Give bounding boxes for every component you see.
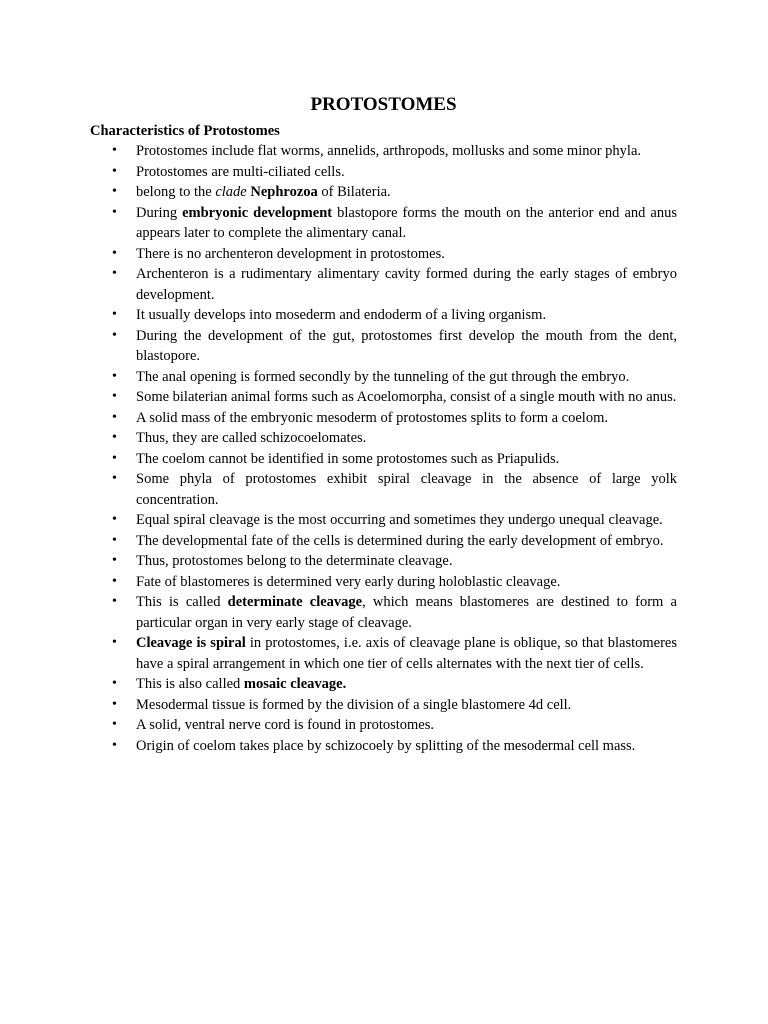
- bullet-icon: •: [112, 245, 117, 261]
- characteristics-list: [90, 141, 677, 756]
- list-item-text: The anal opening is formed secondly by the tunneling of the gut through the embryo.: [136, 368, 630, 385]
- bullet-icon: •: [112, 409, 117, 425]
- bullet-icon: •: [112, 471, 117, 486]
- list-item-text: The developmental fate of the cells is determined during the early development of embryo.: [136, 532, 664, 549]
- bullet-icon: •: [112, 163, 117, 179]
- list-item: [90, 531, 677, 552]
- list-item-text: It usually develops into mosederm and endoderm of a living organism.: [136, 307, 547, 323]
- bullet-icon: •: [112, 635, 117, 650]
- section-heading: Characteristics of Protostomes: [90, 123, 280, 139]
- document-page: [90, 93, 677, 756]
- list-item: [90, 244, 677, 265]
- list-item: [90, 592, 677, 633]
- list-item-text: Mesodermal tissue is formed by the division of a single blastomere 4d cell.: [136, 696, 572, 713]
- list-item-text: There is no archenteron development in protostomes.: [136, 245, 445, 262]
- list-item-text: Thus, they are called schizocoelomates.: [136, 430, 367, 446]
- bullet-icon: •: [112, 573, 117, 589]
- list-item-text: This is called: [136, 594, 228, 610]
- list-item-text: Origin of coelom takes place by schizocoely by splitting of the mesodermal cell mass.: [136, 737, 636, 754]
- bullet-icon: •: [112, 184, 117, 199]
- list-item: [90, 428, 677, 449]
- bold-text: Nephrozoa: [250, 184, 318, 200]
- list-item: [90, 182, 677, 203]
- list-item-text: Some bilaterian animal forms such as Acoelomorpha, consist of a single mouth with no anus.: [136, 389, 677, 405]
- list-item-text: Protostomes include flat worms, annelids, arthropods, mollusks and some minor phyla.: [136, 143, 642, 159]
- list-item-text: belong to the: [136, 184, 216, 200]
- bullet-icon: •: [112, 266, 117, 281]
- bullet-icon: •: [112, 327, 117, 343]
- list-item: [90, 469, 677, 510]
- bold-text: determinate cleavage: [227, 594, 363, 610]
- list-item: [90, 264, 677, 305]
- list-item: [90, 141, 677, 162]
- list-item: [90, 674, 677, 695]
- list-item: [90, 305, 677, 326]
- bullet-icon: •: [112, 307, 117, 322]
- list-item: [90, 510, 677, 531]
- bullet-icon: •: [112, 717, 117, 732]
- list-item-text: During: [136, 204, 183, 221]
- list-item: [90, 695, 677, 716]
- bullet-icon: •: [112, 594, 117, 609]
- bold-text: mosaic cleavage.: [243, 676, 347, 692]
- bullet-icon: •: [112, 143, 117, 158]
- list-item: [90, 387, 677, 408]
- list-item-text: A solid mass of the embryonic mesoderm of protostomes splits to form a coelom.: [136, 409, 608, 426]
- list-item-text: Protostomes are multi-ciliated cells.: [136, 163, 345, 180]
- list-item: [90, 162, 677, 183]
- list-item: [90, 408, 677, 429]
- list-item: [90, 633, 677, 674]
- list-item: [90, 326, 677, 367]
- list-item-text: During the development of the gut, protostomes first develop the mouth from the dent, blastopore.: [136, 327, 677, 364]
- list-item: [90, 203, 677, 244]
- bullet-icon: •: [112, 676, 117, 691]
- italic-text: clade: [215, 184, 247, 200]
- list-item: [90, 449, 677, 470]
- page-title: PROTOSTOMES: [310, 94, 457, 115]
- list-item-text: Some phyla of protostomes exhibit spiral cleavage in the absence of large yolk concentration.: [136, 471, 677, 508]
- list-item-text: Archenteron is a rudimentary alimentary cavity formed during the early stages of embryo development.: [136, 266, 677, 303]
- bullet-icon: •: [112, 430, 117, 445]
- list-item: [90, 572, 677, 593]
- bold-text: Cleavage is spiral: [136, 635, 246, 651]
- list-item: [90, 736, 677, 757]
- list-item-text: This is also called: [136, 676, 244, 692]
- list-item: [90, 715, 677, 736]
- list-item: [90, 367, 677, 388]
- list-item-text: , which means blastomeres are destined to form a particular organ in very early stage of cleavage.: [136, 594, 677, 631]
- bullet-icon: •: [112, 553, 117, 568]
- bullet-icon: •: [112, 737, 117, 753]
- list-item-text: Thus, protostomes belong to the determinate cleavage.: [136, 553, 453, 569]
- bullet-icon: •: [112, 450, 117, 466]
- bullet-icon: •: [112, 204, 117, 220]
- list-item-text: of Bilateria.: [317, 184, 391, 200]
- bullet-icon: •: [112, 512, 117, 527]
- list-item-text: Fate of blastomeres is determined very early during holoblastic cleavage.: [136, 573, 561, 590]
- list-item: [90, 551, 677, 572]
- bold-text: embryonic development: [182, 204, 333, 221]
- bullet-icon: •: [112, 368, 117, 384]
- list-item-text: blastopore forms the mouth on the anterior end and anus appears later to complete the alimentary canal.: [136, 204, 677, 241]
- list-item-text: Equal spiral cleavage is the most occurring and sometimes they undergo unequal cleavage.: [136, 512, 663, 528]
- bullet-icon: •: [112, 389, 117, 404]
- list-item-text: A solid, ventral nerve cord is found in protostomes.: [136, 717, 435, 733]
- list-item-text: in protostomes, i.e. axis of cleavage plane is oblique, so that blastomeres have a spiral arrangement in which one tier of cells alternates with the next tier of cells.: [136, 635, 677, 672]
- bullet-icon: •: [112, 532, 117, 548]
- list-item-text: The coelom cannot be identified in some protostomes such as Priapulids.: [136, 450, 560, 467]
- bullet-icon: •: [112, 696, 117, 712]
